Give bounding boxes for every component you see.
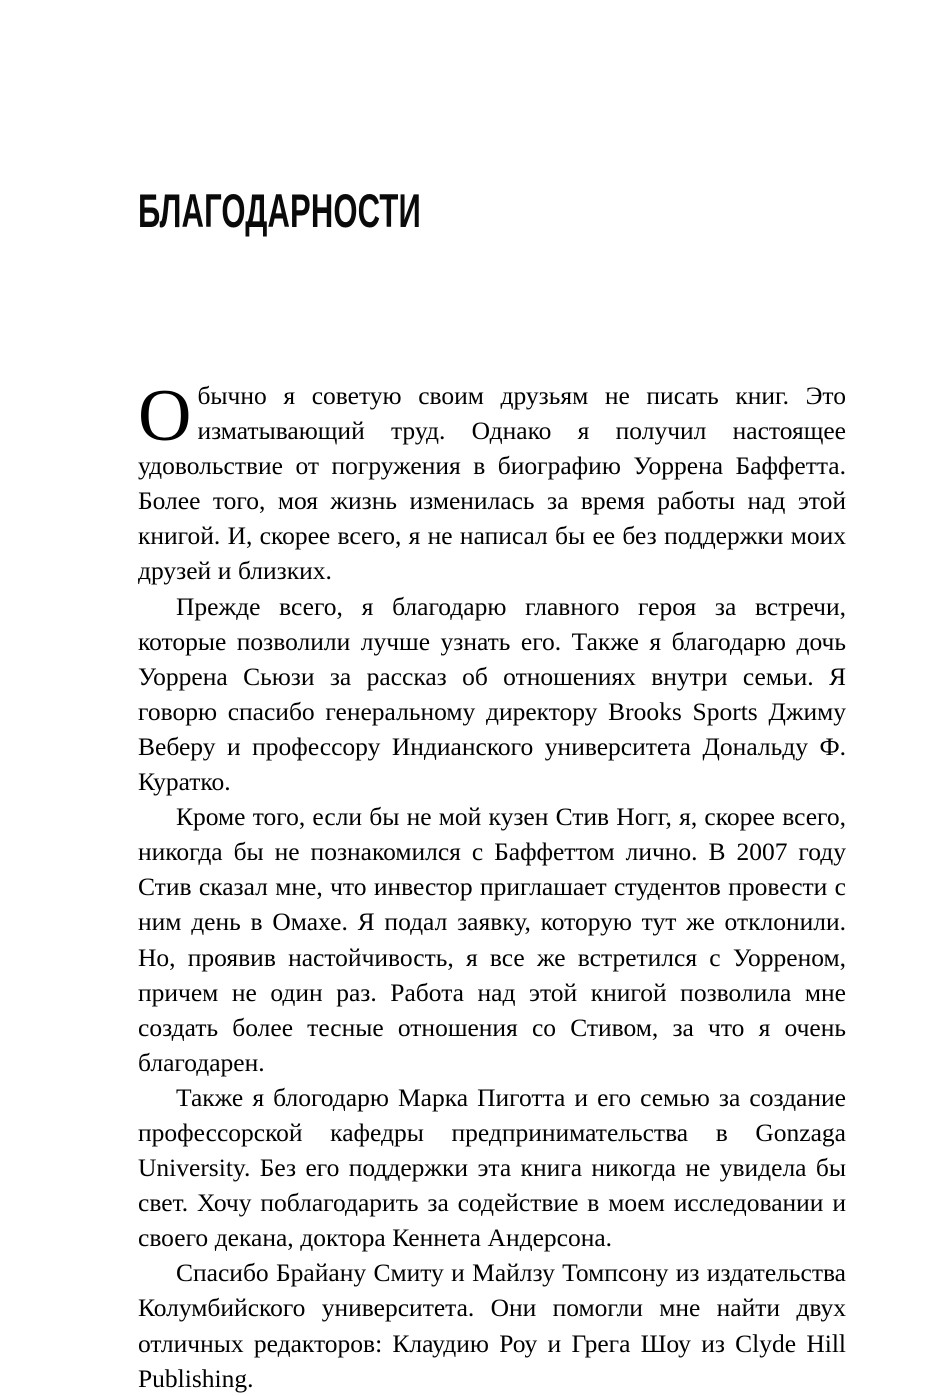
paragraph: Кроме того, если бы не мой кузен Стив Ногг, я, скорее всего, никогда бы не познакомился с Баффеттом лично. В 2007 году Стив сказал мне, что инвестор приглашает студентов провести с ним день в Омахе. Я подал заявку, которую тут же отклонили. Но, проявив настойчивость, я все же встретился с Уорреном, причем не один раз. Работа над этой книгой позволила мне создать более тесные отношения со Стивом, за что я очень благодарен. xyxy=(138,802,846,1077)
paragraph: Также я блогодарю Марка Пиготта и его семью за создание профессорской кафедры предпринимательства в Gonzaga University. Без его поддержки эта книга никогда не увидела бы свет. Хочу поблагодарить за содействие в моем исследовании и своего декана, доктора Кеннета Андерсона. xyxy=(138,1082,846,1253)
paragraph: Обычно я советую своим друзьям не писать книг. Это изматывающий труд. Однако я получил настоящее удовольствие от погружения в биографию Уоррена Баффетта. Более того, моя жизнь изменилась за время работы над этой книгой. И, скорее всего, я не написал бы ее без поддержки моих друзей и близких. xyxy=(138,375,846,586)
body-text-block xyxy=(138,375,846,1396)
paragraph: Спасибо Брайану Смиту и Майлзу Томпсону из издательства Колумбийского университета. Они помогли мне найти двух отличных редакторов: Клаудию Роу и Грега Шоу из Clyde Hill Publishing. xyxy=(138,1258,846,1393)
page-title: БЛАГОДАРНОСТИ xyxy=(138,184,421,237)
paragraph: Прежде всего, я благодарю главного героя за встречи, которые позволили лучше узнать его. Также я благодарю дочь Уоррена Сьюзи за рассказ об отношениях внутри семьи. Я говорю спасибо генеральному директору Brooks Sports Джиму Веберу и профессору Индианского университета Дональду Ф. Куратко. xyxy=(138,591,846,797)
